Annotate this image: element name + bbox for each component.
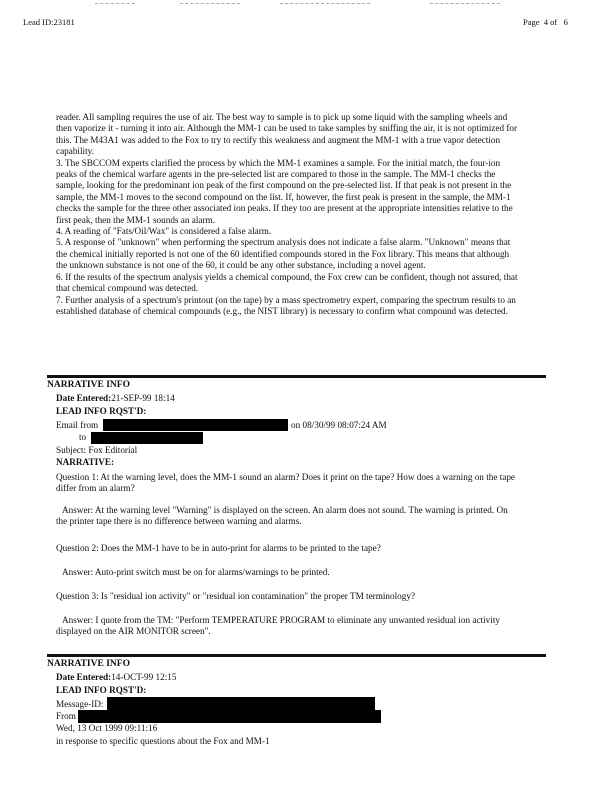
paragraph: reader. All sampling requires the use of air. The best way to sample is to pick up some liquid with the sampling wheels and then vaporize it - turning it into air. Although the MM-1 can be used to take samples by sniffing the air, it is not optimized for this. The M43A1 was added to the Fox to try to rectify this weakness and augment the MM-1 with a true vapor detection capability. (56, 112, 518, 157)
answer-3: Answer: I quote from the TM: "Perform TEMPERATURE PROGRAM to eliminate any unwanted residual ion activity displayed on the AIR MONITOR screen". (56, 615, 500, 637)
date-entered-value: 21-SEP-99 18:14 (111, 393, 175, 403)
email-from-label: Email from (56, 420, 99, 430)
date-entered-label: Date Entered: (56, 672, 112, 682)
redaction-block (107, 697, 375, 710)
answer-1: Answer: At the warning level "Warning" is displayed on the screen. An alarm does not sound. The warning is printed. On the printer tape there is no difference between warning and alarms. (56, 505, 508, 527)
date-entered (56, 393, 175, 404)
date-entered (56, 672, 176, 683)
message-id-label: Message-ID: (56, 699, 104, 709)
scan-edge-mark (280, 3, 370, 4)
paragraph: 3. The SBCCOM experts clarified the process by which the MM-1 examines a sample. For the initial match, the four-ion peaks of the chemical warfare agents in the pre-selected list are compared to those in the sample. The MM-1 checks the sample, looking for the predominant ion peak of the first compound on the pre-selected list. If that peak is not present in the sample, the MM-1 moves to the second compound on the list. If, however, the first peak is present in the sample, the MM-1 checks the sample for the three other associated ion peaks. If they too are present at the appropriate intensities relative to the first peak, then the MM-1 sounds an alarm. (56, 157, 513, 225)
scan-edge-mark (95, 3, 135, 4)
paragraph: 6. If the results of the spectrum analysis yields a chemical compound, the Fox crew can be confident, though not assured, that that chemical compound was detected. (56, 271, 518, 294)
lead-info-label: LEAD INFO RQST'D: (56, 406, 147, 416)
redaction-block (91, 432, 203, 444)
message-date: Wed, 13 Oct 1999 09:11:16 (56, 723, 158, 733)
lead-id: Lead ID:23181 (23, 17, 75, 27)
question-2: Question 2: Does the MM-1 have to be in auto-print for alarms to be printed to the tape? (56, 543, 381, 553)
narrative-label: NARRATIVE: (56, 457, 115, 467)
email-subject: Subject: Fox Editorial (56, 445, 138, 455)
paragraph: 4. A reading of "Fats/Oil/Wax" is considered a false alarm. (56, 226, 272, 237)
section-divider (47, 654, 546, 657)
lead-info-label: LEAD INFO RQST'D: (56, 685, 147, 695)
section-heading: NARRATIVE INFO (47, 659, 130, 669)
question-1: Question 1: At the warning level, does the MM-1 sound an alarm? Does it print on the tape? How does a warning on the tape differ from an alarm? (56, 472, 516, 494)
from-label: From (56, 711, 76, 721)
scan-edge-mark (430, 3, 500, 4)
response-note: in response to specific questions about the Fox and MM-1 (56, 736, 270, 746)
section-heading: NARRATIVE INFO (47, 380, 130, 390)
section-divider (47, 375, 546, 378)
redaction-block (103, 419, 288, 431)
paragraph: 7. Further analysis of a spectrum's printout (on the tape) by a mass spectrometry expert, comparing the spectrum results to an established database of chemical compounds (e.g., the NIST library) is necessary to confirm what compound was detected. (56, 294, 516, 316)
scan-edge-mark (180, 3, 240, 4)
paragraph: 5. A response of "unknown" when performing the spectrum analysis does not indicate a false alarm. "Unknown" means that the chemical initially reported is not one of the 60 identified compounds stored in the Fox library. This means that although the unknown substance is not one of the 60, it could be any other substance, including a novel agent. (56, 237, 511, 271)
redaction-block (78, 710, 381, 723)
continuation-text (56, 112, 518, 317)
date-entered-value: 14-OCT-99 12:15 (111, 672, 177, 682)
page-number: Page 4 of 6 (523, 17, 568, 27)
email-date: on 08/30/99 08:07:24 AM (291, 420, 387, 430)
email-to-label: to (79, 432, 87, 442)
question-3: Question 3: Is "residual ion activity" or "residual ion contamination" the proper TM terminology? (56, 591, 416, 601)
date-entered-label: Date Entered: (56, 393, 112, 403)
answer-2: Answer: Auto-print switch must be on for alarms/warnings to be printed. (62, 567, 330, 577)
